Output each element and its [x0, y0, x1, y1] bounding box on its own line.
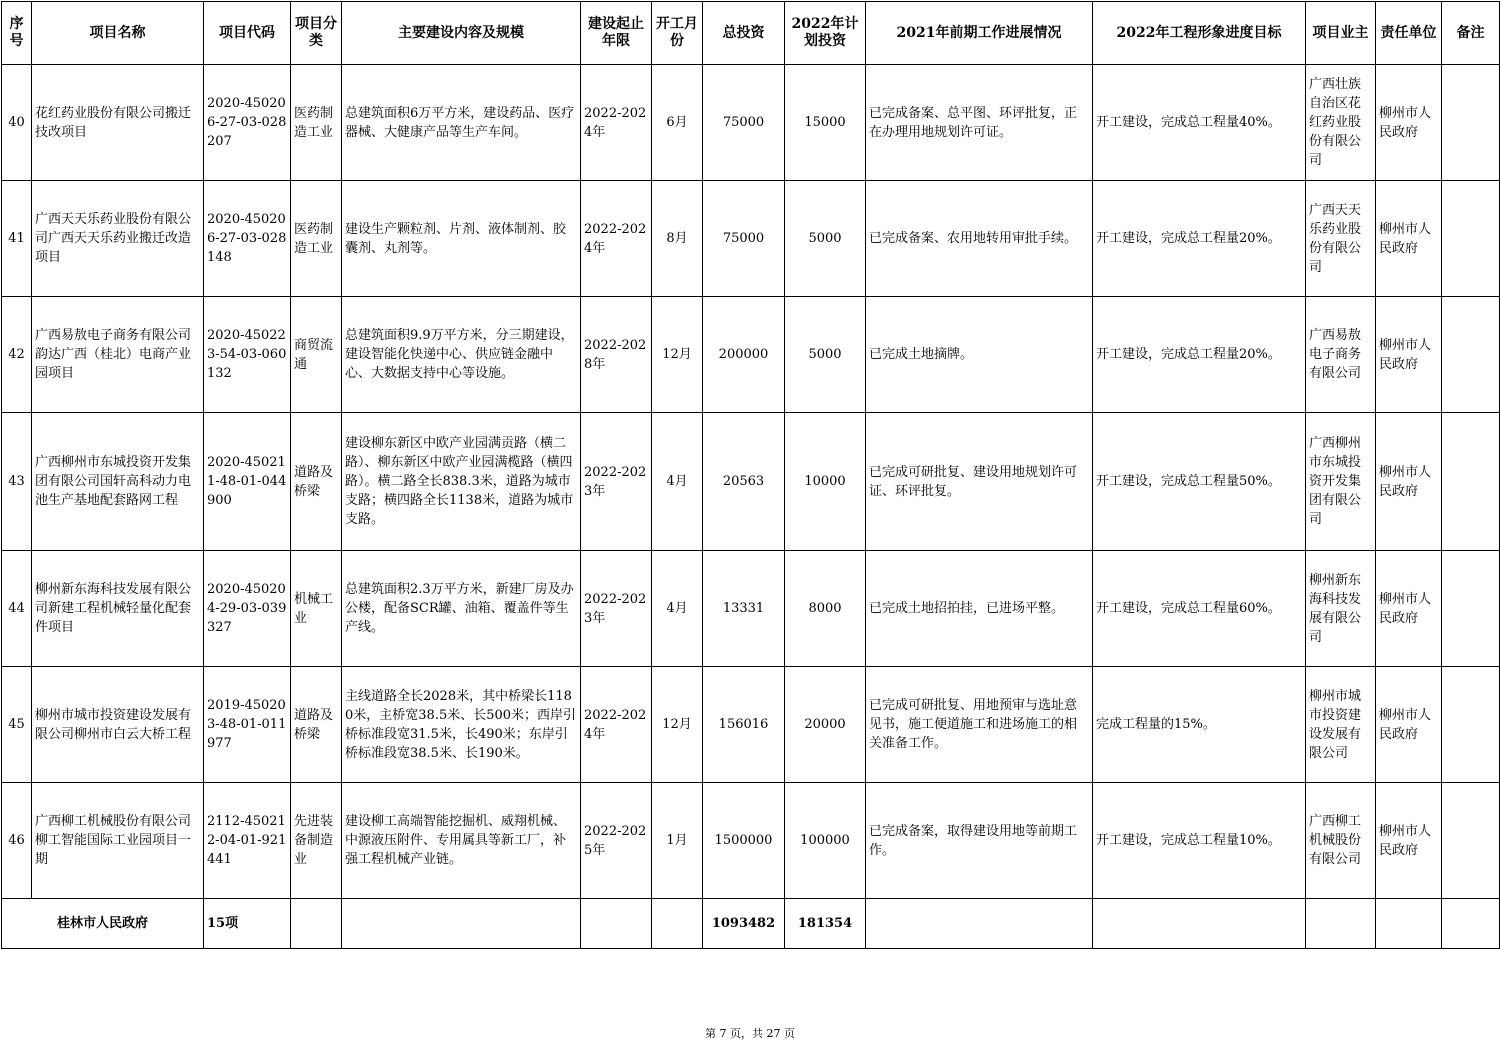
cell-seq: 41: [2, 181, 32, 297]
summary-empty: [1442, 899, 1500, 949]
cell-target-2022: 开工建设，完成总工程量50%。: [1093, 413, 1306, 551]
cell-owner: 广西柳州市东城投资开发集团有限公司: [1306, 413, 1376, 551]
summary-total-investment: 1093482: [703, 899, 785, 949]
cell-period: 2022-2024年: [581, 667, 652, 783]
cell-plan-2022: 5000: [785, 297, 866, 413]
cell-total-investment: 75000: [703, 181, 785, 297]
cell-category: 商贸流通: [291, 297, 342, 413]
cell-plan-2022: 100000: [785, 783, 866, 899]
cell-name: 广西天天乐药业股份有限公司广西天天乐药业搬迁改造项目: [32, 181, 204, 297]
cell-start-month: 4月: [652, 413, 703, 551]
summary-empty: [866, 899, 1093, 949]
cell-code: 2020-450223-54-03-060132: [204, 297, 291, 413]
cell-content: 总建筑面积9.9万平方米，分三期建设，建设智能化快递中心、供应链金融中心、大数据支持中心等设施。: [342, 297, 581, 413]
cell-period: 2022-2024年: [581, 65, 652, 181]
summary-count: 15项: [204, 899, 291, 949]
cell-responsible: 柳州市人民政府: [1376, 297, 1442, 413]
cell-start-month: 1月: [652, 783, 703, 899]
header-content: 主要建设内容及规模: [342, 2, 581, 65]
cell-responsible: 柳州市人民政府: [1376, 413, 1442, 551]
header-start-month: 开工月份: [652, 2, 703, 65]
cell-name: 柳州市城市投资建设发展有限公司柳州市白云大桥工程: [32, 667, 204, 783]
header-remarks: 备注: [1442, 2, 1500, 65]
cell-period: 2022-2028年: [581, 297, 652, 413]
summary-empty: [652, 899, 703, 949]
cell-seq: 44: [2, 551, 32, 667]
table-row: [2, 297, 1500, 413]
cell-seq: 43: [2, 413, 32, 551]
cell-seq: 45: [2, 667, 32, 783]
cell-total-investment: 13331: [703, 551, 785, 667]
cell-remarks: [1442, 413, 1500, 551]
table-row: [2, 181, 1500, 297]
cell-target-2022: 开工建设，完成总工程量20%。: [1093, 297, 1306, 413]
table-row: [2, 65, 1500, 181]
cell-name: 广西柳工机械股份有限公司柳工智能国际工业园项目一期: [32, 783, 204, 899]
cell-owner: 广西柳工机械股份有限公司: [1306, 783, 1376, 899]
cell-code: 2019-450203-48-01-011977: [204, 667, 291, 783]
cell-content: 建设柳东新区中欧产业园满贡路（横二路）、柳东新区中欧产业园满榄路（横四路）。横二路全长838.3米，道路为城市支路；横四路全长1138米，道路为城市支路。: [342, 413, 581, 551]
cell-period: 2022-2023年: [581, 551, 652, 667]
header-seq: 序号: [2, 2, 32, 65]
table-row: [2, 667, 1500, 783]
cell-content: 总建筑面积6万平方米，建设药品、医疗器械、大健康产品等生产车间。: [342, 65, 581, 181]
summary-empty: [1306, 899, 1376, 949]
header-plan-2022: 2022年计划投资: [785, 2, 866, 65]
header-code: 项目代码: [204, 2, 291, 65]
cell-category: 先进装备制造业: [291, 783, 342, 899]
summary-empty: [291, 899, 342, 949]
header-total-investment: 总投资: [703, 2, 785, 65]
summary-empty: [342, 899, 581, 949]
cell-responsible: 柳州市人民政府: [1376, 181, 1442, 297]
table-header: [2, 2, 1500, 65]
cell-name: 广西柳州市东城投资开发集团有限公司国轩高科动力电池生产基地配套路网工程: [32, 413, 204, 551]
cell-responsible: 柳州市人民政府: [1376, 65, 1442, 181]
header-target-2022: 2022年工程形象进度目标: [1093, 2, 1306, 65]
cell-owner: 柳州新东海科技发展有限公司: [1306, 551, 1376, 667]
summary-empty: [1376, 899, 1442, 949]
summary-row: [2, 899, 1500, 949]
header-category: 项目分类: [291, 2, 342, 65]
cell-progress-2021: 已完成土地招拍挂，已进场平整。: [866, 551, 1093, 667]
cell-content: 总建筑面积2.3万平方米，新建厂房及办公楼，配备SCR罐、油箱、覆盖件等生产线。: [342, 551, 581, 667]
cell-responsible: 柳州市人民政府: [1376, 551, 1442, 667]
page-footer: 第 7 页，共 27 页: [705, 1027, 795, 1040]
cell-target-2022: 开工建设，完成总工程量20%。: [1093, 181, 1306, 297]
cell-responsible: 柳州市人民政府: [1376, 667, 1442, 783]
cell-total-investment: 200000: [703, 297, 785, 413]
cell-seq: 46: [2, 783, 32, 899]
cell-plan-2022: 15000: [785, 65, 866, 181]
header-owner: 项目业主: [1306, 2, 1376, 65]
cell-name: 柳州新东海科技发展有限公司新建工程机械轻量化配套件项目: [32, 551, 204, 667]
cell-start-month: 4月: [652, 551, 703, 667]
table-row: [2, 413, 1500, 551]
cell-content: 主线道路全长2028米，其中桥梁长1180米，主桥宽38.5米、长500米；西岸引桥标准段宽31.5米，长490米；东岸引桥标准段宽38.5米、长190米。: [342, 667, 581, 783]
cell-plan-2022: 8000: [785, 551, 866, 667]
cell-remarks: [1442, 297, 1500, 413]
cell-period: 2022-2023年: [581, 413, 652, 551]
cell-responsible: 柳州市人民政府: [1376, 783, 1442, 899]
cell-target-2022: 开工建设，完成总工程量40%。: [1093, 65, 1306, 181]
cell-period: 2022-2024年: [581, 181, 652, 297]
cell-content: 建设柳工高端智能挖掘机、威翔机械、中源液压附件、专用属具等新工厂，补强工程机械产业链。: [342, 783, 581, 899]
cell-code: 2020-450206-27-03-028207: [204, 65, 291, 181]
project-table: [1, 1, 1500, 949]
cell-code: 2020-450211-48-01-044900: [204, 413, 291, 551]
table-row: [2, 783, 1500, 899]
cell-total-investment: 1500000: [703, 783, 785, 899]
cell-owner: 广西易敖电子商务有限公司: [1306, 297, 1376, 413]
cell-owner: 广西壮族自治区花红药业股份有限公司: [1306, 65, 1376, 181]
cell-start-month: 6月: [652, 65, 703, 181]
summary-plan-2022: 181354: [785, 899, 866, 949]
cell-progress-2021: 已完成土地摘牌。: [866, 297, 1093, 413]
cell-start-month: 8月: [652, 181, 703, 297]
cell-remarks: [1442, 783, 1500, 899]
cell-start-month: 12月: [652, 667, 703, 783]
cell-progress-2021: 已完成备案、总平图、环评批复，正在办理用地规划许可证。: [866, 65, 1093, 181]
cell-name: 广西易敖电子商务有限公司韵达广西（桂北）电商产业园项目: [32, 297, 204, 413]
header-progress-2021: 2021年前期工作进展情况: [866, 2, 1093, 65]
cell-remarks: [1442, 181, 1500, 297]
cell-owner: 柳州市城市投资建设发展有限公司: [1306, 667, 1376, 783]
cell-plan-2022: 5000: [785, 181, 866, 297]
cell-plan-2022: 20000: [785, 667, 866, 783]
cell-remarks: [1442, 667, 1500, 783]
cell-name: 花红药业股份有限公司搬迁技改项目: [32, 65, 204, 181]
cell-total-investment: 156016: [703, 667, 785, 783]
cell-progress-2021: 已完成备案，取得建设用地等前期工作。: [866, 783, 1093, 899]
cell-total-investment: 20563: [703, 413, 785, 551]
cell-target-2022: 开工建设，完成总工程量10%。: [1093, 783, 1306, 899]
header-name: 项目名称: [32, 2, 204, 65]
cell-category: 医药制造工业: [291, 65, 342, 181]
cell-owner: 广西天天乐药业股份有限公司: [1306, 181, 1376, 297]
cell-remarks: [1442, 551, 1500, 667]
summary-label: 桂林市人民政府: [2, 899, 204, 949]
cell-start-month: 12月: [652, 297, 703, 413]
cell-seq: 40: [2, 65, 32, 181]
cell-category: 机械工业: [291, 551, 342, 667]
cell-category: 道路及桥梁: [291, 413, 342, 551]
cell-category: 医药制造工业: [291, 181, 342, 297]
cell-period: 2022-2025年: [581, 783, 652, 899]
cell-code: 2112-450212-04-01-921441: [204, 783, 291, 899]
cell-content: 建设生产颗粒剂、片剂、液体制剂、胶囊剂、丸剂等。: [342, 181, 581, 297]
table-row: [2, 551, 1500, 667]
cell-category: 道路及桥梁: [291, 667, 342, 783]
summary-empty: [1093, 899, 1306, 949]
cell-progress-2021: 已完成可研批复、建设用地规划许可证、环评批复。: [866, 413, 1093, 551]
cell-plan-2022: 10000: [785, 413, 866, 551]
cell-code: 2020-450206-27-03-028148: [204, 181, 291, 297]
cell-seq: 42: [2, 297, 32, 413]
cell-target-2022: 开工建设，完成总工程量60%。: [1093, 551, 1306, 667]
summary-empty: [581, 899, 652, 949]
cell-progress-2021: 已完成可研批复、用地预审与选址意见书，施工便道施工和进场施工的相关准备工作。: [866, 667, 1093, 783]
cell-progress-2021: 已完成备案、农用地转用审批手续。: [866, 181, 1093, 297]
header-responsible: 责任单位: [1376, 2, 1442, 65]
table-body: [2, 65, 1500, 949]
cell-remarks: [1442, 65, 1500, 181]
cell-code: 2020-450204-29-03-039327: [204, 551, 291, 667]
cell-total-investment: 75000: [703, 65, 785, 181]
header-period: 建设起止年限: [581, 2, 652, 65]
cell-target-2022: 完成工程量的15%。: [1093, 667, 1306, 783]
